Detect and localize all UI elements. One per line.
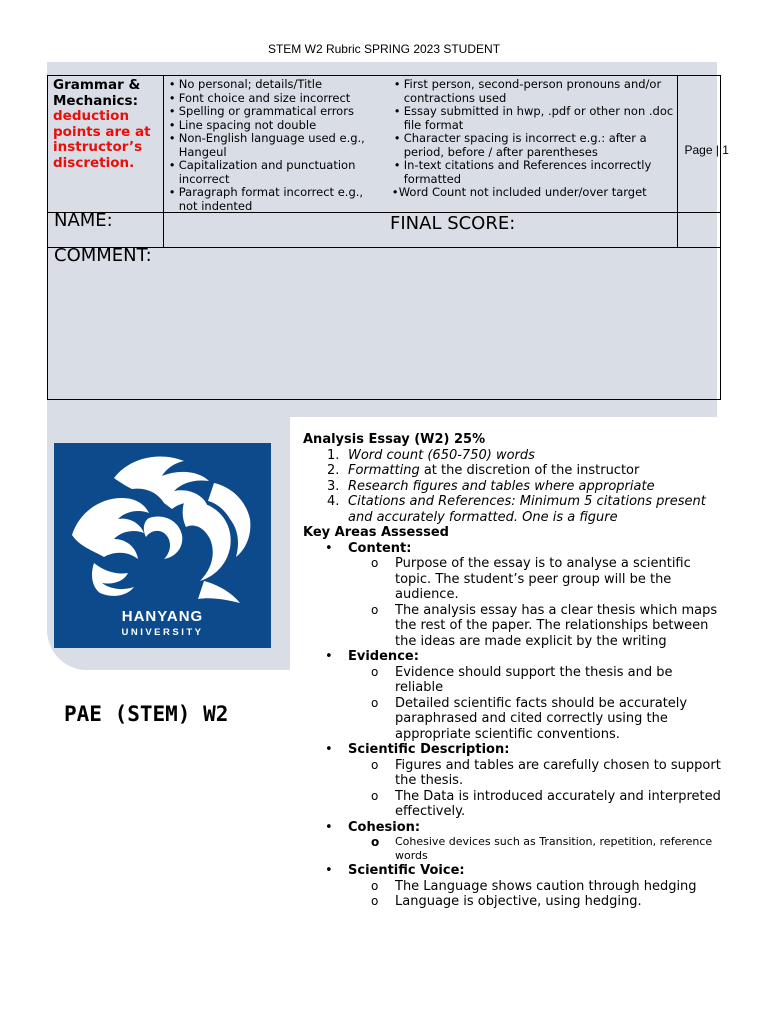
requirements-list xyxy=(303,448,723,526)
area-evidence xyxy=(303,649,723,742)
area-item: o The Data is introduced accurately and interpreted effectively. xyxy=(348,789,723,820)
area-item: o The Language shows caution through hedging xyxy=(348,879,723,895)
logo-text-hanyang: HANYANG xyxy=(121,608,204,625)
requirement-suffix: at the discretion of the instructor xyxy=(419,463,640,478)
deduction-note: deduction points are at instructor’s discretion. xyxy=(53,108,151,171)
area-title: Content: xyxy=(348,540,412,556)
criteria-item: • Line spacing not double xyxy=(167,119,382,133)
essay-content xyxy=(303,432,723,910)
area-title: Scientific Voice: xyxy=(348,863,465,878)
requirement-item xyxy=(303,494,723,525)
area-item: o Evidence should support the thesis and be reliable xyxy=(348,665,723,696)
score-field xyxy=(678,213,721,248)
area-title: Evidence: xyxy=(348,649,419,664)
name-label: NAME: xyxy=(48,213,164,248)
area-cohesion xyxy=(303,820,723,864)
requirement-item xyxy=(303,463,723,479)
grammar-cell xyxy=(48,76,164,213)
essay-title: Analysis Essay (W2) 25% xyxy=(303,432,486,447)
hanyang-logo xyxy=(54,443,271,648)
criteria-item: • Font choice and size incorrect xyxy=(167,92,382,106)
requirement-text: Research figures and tables where appropriate xyxy=(348,478,655,494)
area-item: o Detailed scientific facts should be accurately paraphrased and cited correctly using the appropriate scientific conventions. xyxy=(348,696,723,743)
criteria-cell xyxy=(163,76,678,213)
lion-emblem-icon xyxy=(54,443,271,608)
requirement-number: 2. xyxy=(327,463,340,478)
requirement-number: 1. xyxy=(327,447,340,463)
requirement-text: Citations and References: Minimum 5 citations present and accurately formatted. One is a figure xyxy=(348,494,706,525)
page-cell xyxy=(678,76,729,213)
criteria-item: • Non-English language used e.g., Hangeul xyxy=(167,132,382,159)
area-title: Scientific Description: xyxy=(348,742,510,757)
area-content xyxy=(303,541,723,650)
requirement-number: 4. xyxy=(327,494,340,509)
area-item: o Purpose of the essay is to analyse a scientific topic. The student’s peer group will be the audience. xyxy=(348,556,723,603)
page-number: Page | 1 xyxy=(684,143,729,157)
rubric-table xyxy=(47,75,729,400)
logo-text-university: UNIVERSITY xyxy=(121,627,204,638)
requirement-item xyxy=(303,479,723,495)
area-item: o The analysis essay has a clear thesis which maps the rest of the paper. The relationships between the ideas are made explicit by the writing xyxy=(348,603,723,650)
grammar-label: Grammar & Mechanics: xyxy=(53,77,141,109)
criteria-item: • No personal; details/Title xyxy=(167,78,382,92)
criteria-item: • Spelling or grammatical errors xyxy=(167,105,382,119)
course-title: PAE (STEM) W2 xyxy=(64,702,229,726)
criteria-item: • In-text citations and References incorrectly formatted xyxy=(392,159,682,186)
page-header: STEM W2 Rubric SPRING 2023 STUDENT xyxy=(267,42,501,56)
requirement-number: 3. xyxy=(327,478,340,494)
key-areas-title: Key Areas Assessed xyxy=(303,525,449,540)
area-item: o Language is objective, using hedging. xyxy=(348,894,723,910)
criteria-item: • Capitalization and punctuation incorrect xyxy=(167,159,382,186)
area-item: o Figures and tables are carefully chosen to support the thesis. xyxy=(348,758,723,789)
criteria-column-1 xyxy=(167,78,382,213)
requirement-text: Formatting xyxy=(348,463,420,478)
area-item: o Cohesive devices such as Transition, repetition, reference words xyxy=(348,835,723,863)
area-scientific-description xyxy=(303,742,723,820)
requirement-item xyxy=(303,448,723,464)
criteria-column-2 xyxy=(392,78,682,200)
comment-box xyxy=(48,245,721,400)
area-scientific-voice xyxy=(303,863,723,910)
criteria-item: • Word Count not included under/over target xyxy=(392,186,682,200)
criteria-item: • First person, second-person pronouns and/or contractions used xyxy=(392,78,682,105)
comment-label: COMMENT: xyxy=(54,245,152,266)
criteria-item: • Paragraph format incorrect e.g., not indented xyxy=(167,186,382,213)
requirement-text: Word count (650-750) words xyxy=(348,447,535,463)
criteria-item: • Essay submitted in hwp, .pdf or other non .doc file format xyxy=(392,105,682,132)
key-areas-list xyxy=(303,541,723,910)
final-score-label: FINAL SCORE: xyxy=(390,213,516,234)
criteria-item: • Character spacing is incorrect e.g.: after a period, before / after parentheses xyxy=(392,132,682,159)
area-title: Cohesion: xyxy=(348,819,421,835)
